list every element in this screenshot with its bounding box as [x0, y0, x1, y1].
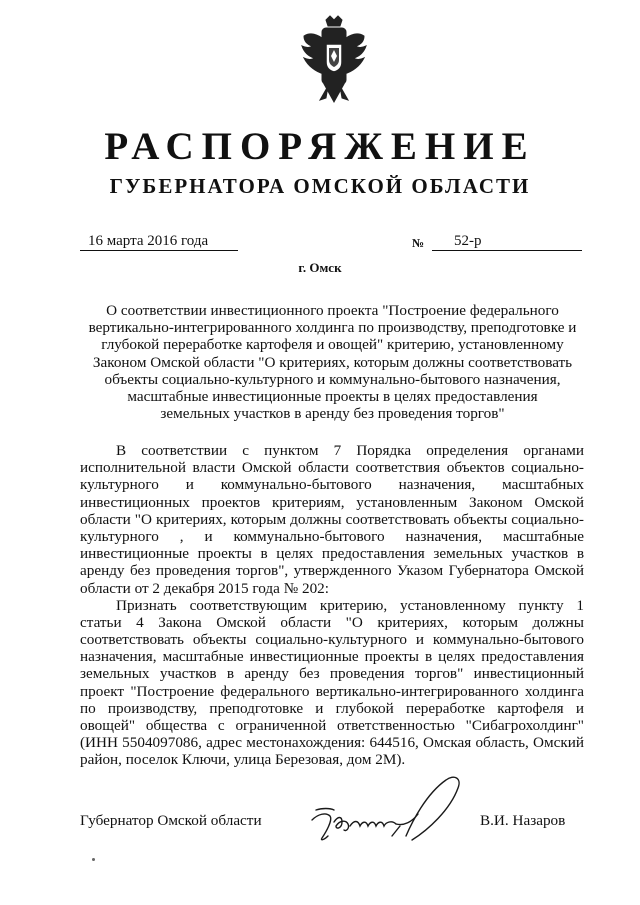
heading-line: О соответствии инвестиционного проекта "Построение федерального — [106, 302, 559, 319]
heading-line: Законом Омской области "О критериях, которым должны соответствовать — [92, 353, 573, 371]
document-city: г. Омск — [298, 260, 342, 275]
body-line: инвестиционных проектов критериям, установленным Законом Омской — [80, 493, 584, 511]
number-label: № — [412, 236, 425, 250]
heading-line: земельных участков в аренду без проведения торгов" — [160, 405, 505, 423]
body-line: овощей" общества с ограниченной ответственностью "Сибагрохолдинг" — [80, 717, 584, 734]
body-line: области от 2 декабря 2015 года № 202: — [80, 579, 329, 597]
body-line: культурного , и коммунально-бытового назначения, масштабные — [80, 527, 584, 545]
signatory-name: В.И. Назаров — [480, 812, 566, 829]
body-line: инвестиционные проекты в целях предоставления земельных участков в — [80, 545, 584, 563]
heading-line: масштабные инвестиционные проекты в целях предоставления — [127, 388, 538, 406]
coat-of-arms-icon — [296, 14, 372, 110]
body-line: культурного и коммунально-бытового назначения, масштабных — [80, 476, 584, 494]
document-title: РАСПОРЯЖЕНИЕ — [104, 125, 536, 168]
handwritten-signature — [300, 770, 480, 855]
document-number: 52-р — [432, 232, 582, 251]
body-line: по производству, преподготовке и глубокой переработке картофеля и — [80, 699, 584, 717]
heading-line: глубокой переработке картофеля и овощей" критерию, установленному — [101, 336, 564, 354]
body-line: земельных участков в аренду без проведения торгов" инвестиционный — [80, 665, 584, 683]
heading-line: вертикально-интегрированного холдинга по производству, преподготовке и — [88, 319, 577, 337]
body-line: аренду без проведения торгов", утвержденного Указом Губернатора Омской — [80, 562, 584, 580]
body-line: район, поселок Ключи, улица Березовая, дом 2М). — [80, 751, 406, 769]
document-body — [80, 442, 584, 769]
document-heading — [80, 302, 585, 422]
body-line: назначения, масштабные инвестиционные проекты в целях предоставления — [80, 648, 584, 666]
body-line: Признать соответствующим критерию, установленному пункту 1 — [116, 596, 584, 614]
body-line: проект "Построение федерального вертикально-интегрированного холдинга — [80, 682, 584, 700]
scan-speck — [92, 858, 95, 861]
body-line: статьи 4 Закона Омской области "О критериях, которым должны — [80, 613, 584, 631]
body-line: (ИНН 5504097086, адрес местонахождения: 644516, Омская область, Омский — [80, 734, 584, 752]
body-line: исполнительной власти Омской области соответствия объектов социально- — [80, 459, 584, 477]
document-subtitle: ГУБЕРНАТОРА ОМСКОЙ ОБЛАСТИ — [109, 174, 531, 198]
body-line: соответствовать объекты социально-культурного и коммунально-бытового — [80, 631, 584, 649]
body-line: области "О критериях, которым должны соответствовать объекты социально- — [80, 510, 584, 528]
heading-line: объекты социально-культурного и коммунально-бытового назначения, — [104, 370, 561, 388]
body-line: В соответствии с пунктом 7 Порядка определения органами — [116, 442, 584, 459]
signatory-position: Губернатор Омской области — [80, 812, 262, 829]
document-date: 16 марта 2016 года — [80, 232, 238, 251]
